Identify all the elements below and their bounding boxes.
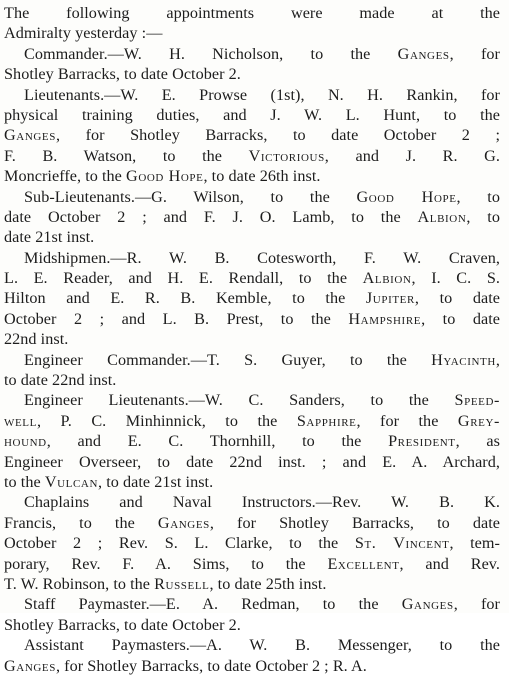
text-run: to the (4, 472, 45, 491)
text-line (4, 125, 500, 145)
appointment-paragraph (4, 44, 500, 85)
text-run: Shotley Barracks, to date October 2. (4, 615, 241, 634)
text-run: F. B. Watson, to the (4, 146, 249, 165)
text-run: October 2 ; and L. B. Prest, to the (4, 309, 349, 328)
text-run: The following appointments were made at the (4, 4, 500, 22)
article-column (4, 3, 500, 676)
appointment-paragraph (4, 350, 500, 391)
text-line (4, 431, 500, 451)
ship-name: Albion (362, 269, 412, 288)
ship-name: Ganges (401, 595, 454, 614)
text-run: Chaplains and Naval Instructors.—Rev. W. B. K. (24, 493, 500, 512)
ship-name: Jupiter (365, 289, 415, 308)
text-line (4, 309, 500, 329)
text-run: Midshipmen.—R. W. B. Cotesworth, F. W. Craven, (24, 248, 500, 267)
ship-name: Vulcan (44, 472, 98, 491)
ship-name: Ganges (157, 513, 210, 532)
ship-name: Hampshire (348, 309, 422, 328)
text-line (4, 594, 500, 614)
text-line (4, 105, 500, 125)
text-run: , P. C. Minhinnick, to the (36, 411, 297, 430)
text-line (4, 207, 500, 227)
text-run: , to date 25th inst. (209, 574, 327, 593)
text-run: , and J. R. G. (324, 146, 501, 165)
text-run: Sub-Lieutenants.—G. Wilson, to the (24, 187, 357, 206)
text-run: date 21st inst. (4, 228, 95, 247)
appointment-paragraph (4, 635, 500, 676)
text-line (4, 574, 500, 594)
appointment-paragraph (4, 492, 500, 594)
text-run: Hilton and E. R. B. Kemble, to the (4, 289, 366, 308)
text-line (4, 350, 500, 370)
text-run: , for (453, 595, 500, 614)
ship-name: well (4, 411, 37, 430)
ship-name: Russell (154, 574, 210, 593)
text-line (4, 268, 500, 288)
text-run: Shotley Barracks, to date October 2. (4, 65, 241, 84)
ship-name: Albion (417, 207, 467, 226)
text-run: T. W. Robinson, to the (4, 574, 155, 593)
text-run: date October 2 ; and F. J. O. Lamb, to the (4, 207, 418, 226)
text-run: , for (449, 44, 500, 63)
text-run: physical training duties, and J. W. L. Hunt, to the (4, 105, 500, 124)
text-run: , and Rev. (399, 554, 500, 573)
text-run: Moncrieffe, to the (4, 167, 127, 186)
text-line (4, 85, 500, 105)
text-run: , to date (414, 289, 500, 308)
text-line (4, 472, 500, 492)
text-run: , I. C. S. (411, 269, 500, 288)
text-run: 22nd inst. (4, 330, 69, 349)
text-line (4, 492, 500, 512)
text-run: , to (466, 207, 500, 226)
text-line (4, 23, 500, 43)
text-run: to date 22nd inst. (4, 371, 117, 390)
text-run: October 2 ; Rev. S. L. Clarke, to the (4, 534, 355, 553)
text-run: , for Shotley Barracks, to date October 2 ; R. A. (55, 656, 367, 675)
text-line (4, 615, 500, 635)
text-run: Lieutenants.—W. E. Prowse (1st), N. H. Rankin, for (24, 85, 500, 104)
text-run: Admiralty yesterday :— (4, 24, 163, 43)
text-run: Commander.—W. H. Nicholson, to the (24, 44, 398, 63)
text-run: , for Shotley Barracks, to date October 2 ; (55, 126, 500, 145)
text-run: , to date 21st inst. (98, 472, 214, 491)
text-line (4, 3, 500, 23)
ship-name: Grey- (457, 411, 500, 430)
ship-name: Ganges (397, 44, 450, 63)
ship-name: Excellent (327, 554, 400, 573)
ship-name: Hyacinth (431, 350, 496, 369)
text-line (4, 248, 500, 268)
ship-name: Ganges (4, 126, 56, 145)
text-run: Engineer Lieutenants.—W. C. Sanders, to the (24, 391, 455, 410)
appointment-paragraph (4, 85, 500, 187)
text-line (4, 656, 500, 676)
ship-name: President (388, 432, 456, 451)
text-line (4, 635, 500, 655)
text-line (4, 288, 500, 308)
text-run: , to date 26th inst. (203, 167, 321, 186)
text-line (4, 187, 500, 207)
text-run: , to date (421, 309, 500, 328)
text-run: Assistant Paymasters.—A. W. B. Messenger, to the (24, 636, 500, 655)
text-line (4, 411, 500, 431)
text-run: , to (456, 187, 500, 206)
ship-name: Good Hope (126, 167, 204, 186)
appointment-paragraph (4, 187, 500, 248)
text-run: , as (455, 432, 500, 451)
text-line (4, 227, 500, 247)
text-run: Francis, to the (4, 513, 158, 532)
text-line (4, 166, 500, 186)
text-line (4, 329, 500, 349)
ship-name: hound (4, 432, 47, 451)
text-line (4, 146, 500, 166)
appointment-paragraph (4, 248, 500, 350)
text-run: Staff Paymaster.—E. A. Redman, to the (24, 595, 402, 614)
text-run: , tem- (449, 534, 500, 553)
text-run: , for the (356, 411, 458, 430)
ship-name: Sapphire (296, 411, 357, 430)
ship-name: Good Hope (356, 187, 457, 206)
text-run: , (495, 350, 500, 369)
ship-name: Victorious (248, 146, 325, 165)
text-line (4, 533, 500, 553)
text-line (4, 390, 500, 410)
ship-name: St. Vincent (354, 534, 450, 553)
text-line (4, 370, 500, 390)
text-line (4, 513, 500, 533)
text-run: Engineer Overseer, to date 22nd inst. ; and E. A. Archard, (4, 452, 500, 471)
text-line (4, 554, 500, 574)
appointment-paragraph (4, 390, 500, 492)
text-line (4, 452, 500, 472)
text-run: Engineer Commander.—T. S. Guyer, to the (24, 350, 432, 369)
text-run: L. E. Reader, and H. E. Rendall, to the (4, 269, 363, 288)
text-run: porary, Rev. F. A. Sims, to the (4, 554, 328, 573)
text-run: , for Shotley Barracks, to date (209, 513, 500, 532)
ship-name: Ganges (4, 656, 56, 675)
ship-name: Speed- (454, 391, 500, 410)
appointment-paragraph (4, 594, 500, 635)
text-run: , and E. C. Thornhill, to the (46, 432, 389, 451)
text-line (4, 64, 500, 84)
text-line (4, 44, 500, 64)
appointment-paragraph (4, 3, 500, 44)
